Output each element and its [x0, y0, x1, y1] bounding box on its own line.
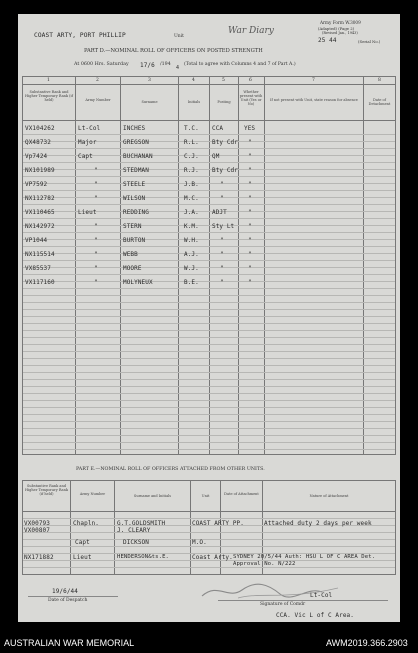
posting: " [220, 181, 224, 188]
ruled-line [23, 323, 395, 324]
table-row [18, 195, 400, 205]
table-row [18, 181, 400, 191]
initials: A.J. [184, 251, 199, 258]
present: " [248, 251, 252, 258]
col-e-header-name: Surname and Initials [133, 494, 172, 498]
present: " [248, 209, 252, 216]
col-number: 8 [378, 78, 381, 83]
col-e-header-army-number: Army Number [79, 492, 106, 496]
posting: QM [212, 153, 220, 160]
surname: STEELE [123, 181, 146, 188]
table-e-top [22, 480, 396, 481]
army-number: Vp7424 [25, 153, 48, 160]
posting: Bty Cdr [212, 139, 238, 146]
table-row [18, 237, 400, 247]
table-row [18, 539, 400, 548]
table-row [18, 167, 400, 177]
initials: B.E. [184, 279, 199, 286]
rank: " [94, 195, 98, 202]
footer-bar [0, 633, 418, 653]
present: " [248, 265, 252, 272]
army-number: VX00807 [24, 527, 50, 534]
part-e-title: PART E.—NOMINAL ROLL OF OFFICERS ATTACHED FROM OTHER UNITS. [76, 467, 265, 472]
rank: Capt [78, 153, 93, 160]
table-row [18, 265, 400, 275]
ruled-line [23, 414, 395, 415]
posting: " [220, 279, 224, 286]
ruled-line [23, 400, 395, 401]
surname: MOLYNEUX [123, 279, 153, 286]
ruled-line [23, 449, 395, 450]
signature-line [218, 600, 388, 601]
table-row [18, 153, 400, 163]
army-number: VX85537 [25, 265, 51, 272]
rank: " [94, 223, 98, 230]
army-number: NX101989 [25, 167, 55, 174]
surname-initials: J. CLEARY [117, 527, 151, 534]
table-d-bottom [22, 454, 396, 455]
present: " [248, 195, 252, 202]
present: " [248, 223, 252, 230]
ruled-line [23, 407, 395, 408]
col-e-header-rank: Substantive Rank and Higher Temporary Rank (if held) [24, 484, 69, 496]
surname-initials: DICKSON [123, 539, 149, 546]
ruled-line [23, 386, 395, 387]
footer-credit: AUSTRALIAN WAR MEMORIAL [4, 638, 135, 648]
posting: " [220, 251, 224, 258]
serial-number: 25 44 [318, 37, 337, 44]
signature-rank: Lt-Col [310, 592, 333, 599]
part-d-title: PART D.—NOMINAL ROLL OF OFFICERS ON POSTED STRENGTH [84, 48, 263, 54]
table-e-bottom [22, 574, 396, 575]
rank: " [94, 251, 98, 258]
col-number: 2 [96, 78, 99, 83]
dispatch-date: 19/6/44 [52, 588, 78, 595]
army-number: VX00793 [24, 520, 50, 527]
army-number: NX115514 [25, 251, 55, 258]
col-number: 6 [249, 78, 252, 83]
col-number: 7 [312, 78, 315, 83]
ruled-line [23, 358, 395, 359]
unit-name: COAST ARTY, PORT PHILLIP [34, 32, 126, 39]
col-header-surname: Surname [141, 100, 158, 104]
present: " [248, 153, 252, 160]
posting: " [220, 265, 224, 272]
army-number: VX104262 [25, 125, 55, 132]
form-subtitle-2: (Revised Jan., 1943) [322, 31, 358, 35]
rank: Chapln. [73, 520, 99, 527]
ruled-line [23, 302, 395, 303]
army-number: VP7592 [25, 181, 48, 188]
surname-initials: G.T.GOLDSMITH [117, 520, 166, 527]
initials: T.C. [184, 125, 199, 132]
col-header-posting: Posting [217, 100, 231, 104]
posting: Bty Cdr [212, 167, 238, 174]
initials: R.L. [184, 139, 199, 146]
unit: COAST ARTY PP. [192, 520, 244, 527]
signature-label: Signature of Comdr [260, 602, 306, 607]
ruled-line [23, 393, 395, 394]
table-row [18, 527, 400, 536]
posting: Sty Lt [212, 223, 235, 230]
rank: " [94, 265, 98, 272]
rank: " [94, 237, 98, 244]
army-number: VX110465 [25, 209, 55, 216]
ruled-line [23, 379, 395, 380]
surname: STERN [123, 223, 142, 230]
surname: STEDMAN [123, 167, 149, 174]
nature: SYDNEY 20/5/44 Auth: HSU L OF C AREA Det. Approval No. N/222 [233, 554, 376, 567]
posting: " [220, 195, 224, 202]
col-header-army-number: Army Number [85, 98, 111, 102]
col-header-reason: If not present with Unit, state reason for absence [270, 98, 358, 102]
surname: INCHES [123, 125, 146, 132]
col-header-detachment: Date of Detachment [368, 98, 391, 106]
unit-label: Unit [174, 34, 184, 39]
present: " [248, 181, 252, 188]
present: YES [244, 125, 256, 132]
present: " [248, 167, 252, 174]
ruled-line [23, 309, 395, 310]
table-row [18, 125, 400, 135]
at-year: /194 [160, 62, 171, 67]
rank: " [94, 181, 98, 188]
ruled-line [23, 365, 395, 366]
present: " [248, 279, 252, 286]
col-header-present: Whether present with Unit (Yes or No) [239, 90, 263, 106]
table-row [18, 554, 400, 567]
present: " [248, 237, 252, 244]
at-year-digit: 4 [176, 65, 180, 71]
surname: REDDING [123, 209, 149, 216]
war-diary-annotation: War Diary [228, 26, 274, 36]
col-e-header-nature: Nature of Attachment [309, 494, 349, 498]
posting: ADJT [212, 209, 227, 216]
rank: Major [78, 139, 97, 146]
surname: WILSON [123, 195, 146, 202]
col-header-initials: Initials [187, 100, 201, 104]
unit: Coast Arty. [192, 554, 233, 561]
rank: Lt-Col [78, 125, 101, 132]
present: " [248, 139, 252, 146]
col-number: 3 [148, 78, 151, 83]
document-sheet [18, 14, 400, 622]
table-row [18, 209, 400, 219]
ruled-line [23, 372, 395, 373]
army-number: VX117160 [25, 279, 55, 286]
col-number: 1 [47, 78, 50, 83]
at-date: 17/6 [140, 62, 155, 69]
table-row [18, 223, 400, 233]
ruled-line [23, 337, 395, 338]
army-number: NX142972 [25, 223, 55, 230]
col-e-header-date: Date of Attachment [224, 492, 259, 496]
initials: M.C. [184, 195, 199, 202]
ruled-line [23, 295, 395, 296]
rank: Capt [75, 539, 90, 546]
rank: " [94, 167, 98, 174]
ruled-line [23, 421, 395, 422]
ruled-line [23, 351, 395, 352]
table-row [18, 251, 400, 261]
footer-catalogue-id: AWM2019.366.2903 [326, 638, 408, 648]
initials: K.M. [184, 223, 199, 230]
table-row [18, 279, 400, 289]
at-suffix: (Total to agree with Columns 4 and 7 of Part A.) [184, 62, 296, 67]
ruled-line [23, 330, 395, 331]
ruled-line [23, 442, 395, 443]
table-e-header-bottom [22, 511, 396, 512]
surname-initials: HENDERSON&ts.E. [117, 554, 170, 560]
posting: CCA [212, 125, 224, 132]
army-number: VP1044 [25, 237, 48, 244]
form-title: Army Form W.3009 [320, 20, 361, 25]
rank: " [94, 279, 98, 286]
surname: MOORE [123, 265, 142, 272]
dispatch-label: Date of Despatch [48, 598, 88, 603]
initials: R.J. [184, 167, 199, 174]
ruled-line [23, 316, 395, 317]
serial-label: (Serial No.) [358, 39, 381, 44]
col-header-rank: Substantive Rank and Higher Temporary Rank (if held) [25, 90, 73, 102]
dispatch-line [28, 596, 118, 597]
surname: BURTON [123, 237, 146, 244]
at-prefix: At 0600 Hrs. Saturday [74, 62, 129, 67]
form-subtitle-1: (Adapted) (Page 2) [318, 26, 355, 31]
ruled-line [23, 518, 395, 519]
army-number: NX171882 [24, 554, 54, 561]
col-number: 4 [192, 78, 195, 83]
ruled-line [23, 435, 395, 436]
surname: WEBB [123, 251, 138, 258]
initials: W.H. [184, 237, 199, 244]
col-number: 5 [222, 78, 225, 83]
rank: Lieut [73, 554, 92, 561]
ruled-line [23, 344, 395, 345]
army-number: QX48732 [25, 139, 51, 146]
posting: " [220, 237, 224, 244]
col-e-header-unit: Unit [201, 494, 210, 498]
army-number: NX112782 [25, 195, 55, 202]
initials: J.A. [184, 209, 199, 216]
initials: W.J. [184, 265, 199, 272]
initials: C.J. [184, 153, 199, 160]
nature: Attached duty 2 days per week [264, 520, 372, 527]
unit: M.O. [192, 539, 207, 546]
table-row [18, 139, 400, 149]
initials: J.B. [184, 181, 199, 188]
ruled-line [23, 428, 395, 429]
signature-title: CCA. Vic L of C Area. [276, 612, 354, 619]
surname: BUCHANAN [123, 153, 153, 160]
surname: GREGSON [123, 139, 149, 146]
rank: Lieut [78, 209, 97, 216]
